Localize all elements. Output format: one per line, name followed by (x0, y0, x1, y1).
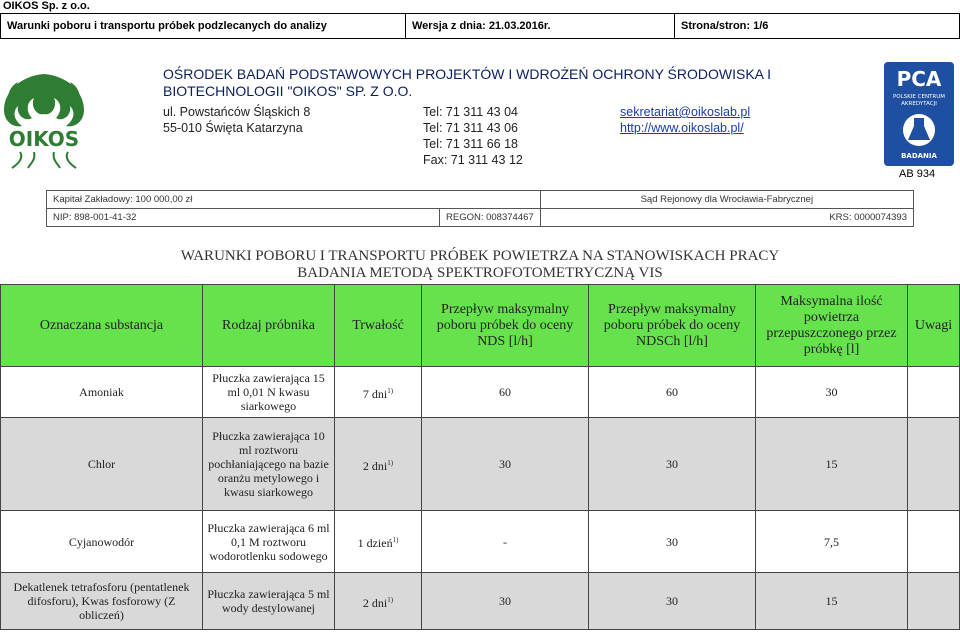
cell-ndsch: 30 (589, 418, 756, 511)
cell-durability (335, 573, 422, 630)
page-indicator: Strona/stron: 1/6 (675, 14, 960, 39)
cell-substance: Cyjanowodór (1, 511, 203, 573)
cell-ndsch: 30 (589, 511, 756, 573)
address-street: ul. Powstańców Śląskich 8 (163, 105, 311, 119)
cell-substance: Chlor (1, 418, 203, 511)
pca-accreditation-badge (884, 62, 954, 166)
footnote-marker: 1) (387, 386, 394, 395)
logo-text: OIKOS (8, 127, 80, 151)
footnote-marker: 1) (392, 536, 399, 544)
cell-substance: Amoniak (1, 367, 203, 418)
phone-1: Tel: 71 311 43 04 (423, 105, 518, 119)
pca-badania-label: BADANIA (901, 152, 937, 160)
cell-sampler: Płuczka zawierająca 5 ml wody destylowanej (203, 573, 335, 630)
cell-sampler: Płuczka zawierająca 15 ml 0,01 N kwasu siarkowego (203, 367, 335, 418)
document-title-line-1: WARUNKI POBORU I TRANSPORTU PRÓBEK POWIETRZA NA STANOWISKACH PRACY (180, 248, 780, 264)
cell-max-volume: 15 (756, 573, 908, 630)
phone-3: Tel: 71 311 66 18 (423, 137, 518, 151)
document-name: Warunki poboru i transportu próbek podzlecanych do analizy (1, 14, 406, 39)
accreditation-number: AB 934 (899, 168, 936, 180)
footnote-marker: 1) (387, 595, 394, 604)
cell-durability (335, 511, 422, 573)
header-ndsch: Przepływ maksymalny poboru próbek do oceny NDSCh [l/h] (589, 285, 756, 367)
cell-max-volume: 7,5 (756, 511, 908, 573)
table-header-row (1, 285, 960, 367)
header-substance: Oznaczana substancja (1, 285, 203, 367)
cell-nds: 30 (422, 573, 589, 630)
sampling-conditions-table (0, 284, 960, 630)
institute-name (163, 66, 803, 100)
institute-line-2: BIOTECHNOLOGII "OIKOS" SP. Z O.O. (163, 83, 413, 99)
phone-2: Tel: 71 311 43 06 (423, 121, 518, 135)
cell-sampler: Płuczka zawierająca 6 ml 0,1 M roztworu wodorotlenku sodowego (203, 511, 335, 573)
pca-acronym: PCA (896, 67, 942, 91)
header-sampler: Rodzaj próbnika (203, 285, 335, 367)
cell-ndsch: 60 (589, 367, 756, 418)
document-version: Wersja z dnia: 21.03.2016r. (406, 14, 675, 39)
cell-nds: 60 (422, 367, 589, 418)
table-row (1, 511, 960, 573)
cell-notes (908, 418, 960, 511)
cell-max-volume: 30 (756, 367, 908, 418)
krs-number: KRS: 0000074393 (540, 209, 913, 227)
cell-nds: - (422, 511, 589, 573)
cell-nds: 30 (422, 418, 589, 511)
document-title-line-2: BADANIA METODĄ SPEKTROFOTOMETRYCZNĄ VIS (297, 265, 663, 281)
nip-number: NIP: 898-001-41-32 (47, 209, 440, 227)
registry-court: Sąd Rejonowy dla Wrocławia-Fabrycznej (540, 191, 913, 209)
durability-value: 2 dni (362, 458, 388, 473)
header-nds: Przepływ maksymalny poboru próbek do oceny NDS [l/h] (422, 285, 589, 367)
email-link[interactable]: sekretariat@oikoslab.pl (620, 105, 751, 119)
pca-name-line-1: POLSKIE CENTRUM (892, 94, 946, 100)
website-link[interactable]: http://www.oikoslab.pl/ (620, 121, 744, 135)
fax-number: Fax: 71 311 43 12 (423, 153, 523, 167)
header-max-volume: Maksymalna ilość powietrza przepuszczonego przez próbkę [l] (756, 285, 908, 367)
flask-icon (903, 114, 935, 146)
header-durability: Trwałość (335, 285, 422, 367)
document-title (0, 248, 960, 282)
address-city: 55-010 Święta Katarzyna (163, 121, 303, 135)
header-notes: Uwagi (908, 285, 960, 367)
company-name: OIKOS Sp. z o.o. (3, 0, 90, 12)
cell-durability (335, 418, 422, 511)
cell-ndsch: 30 (589, 573, 756, 630)
pca-name-line-2: AKREDYTACJI (901, 101, 937, 107)
cell-max-volume: 15 (756, 418, 908, 511)
cell-notes (908, 367, 960, 418)
cell-notes (908, 573, 960, 630)
table-row (1, 573, 960, 630)
institute-line-1: OŚRODEK BADAŃ PODSTAWOWYCH PROJEKTÓW I WDROŻEŃ OCHRONY ŚRODOWISKA I (163, 66, 772, 82)
durability-value: 1 dzień (357, 536, 393, 550)
table-row (1, 418, 960, 511)
share-capital: Kapitał Zakładowy: 100 000,00 zł (47, 191, 541, 209)
document-header-bar (0, 13, 960, 39)
regon-number: REGON: 008374467 (440, 209, 541, 227)
cell-durability (335, 367, 422, 418)
cell-notes (908, 511, 960, 573)
cell-substance: Dekatlenek tetrafosforu (pentatlenek difosforu), Kwas fosforowy (Z obliczeń) (1, 573, 203, 630)
cell-sampler: Płuczka zawierająca 10 ml roztworu pochłaniającego na bazie oranżu metylowego i kwasu siarkowego (203, 418, 335, 511)
table-row (1, 367, 960, 418)
registry-info-table (46, 190, 914, 227)
footnote-marker: 1) (387, 458, 394, 467)
durability-value: 2 dni (362, 595, 388, 610)
oikos-logo (0, 72, 88, 170)
durability-value: 7 dni (362, 386, 388, 401)
